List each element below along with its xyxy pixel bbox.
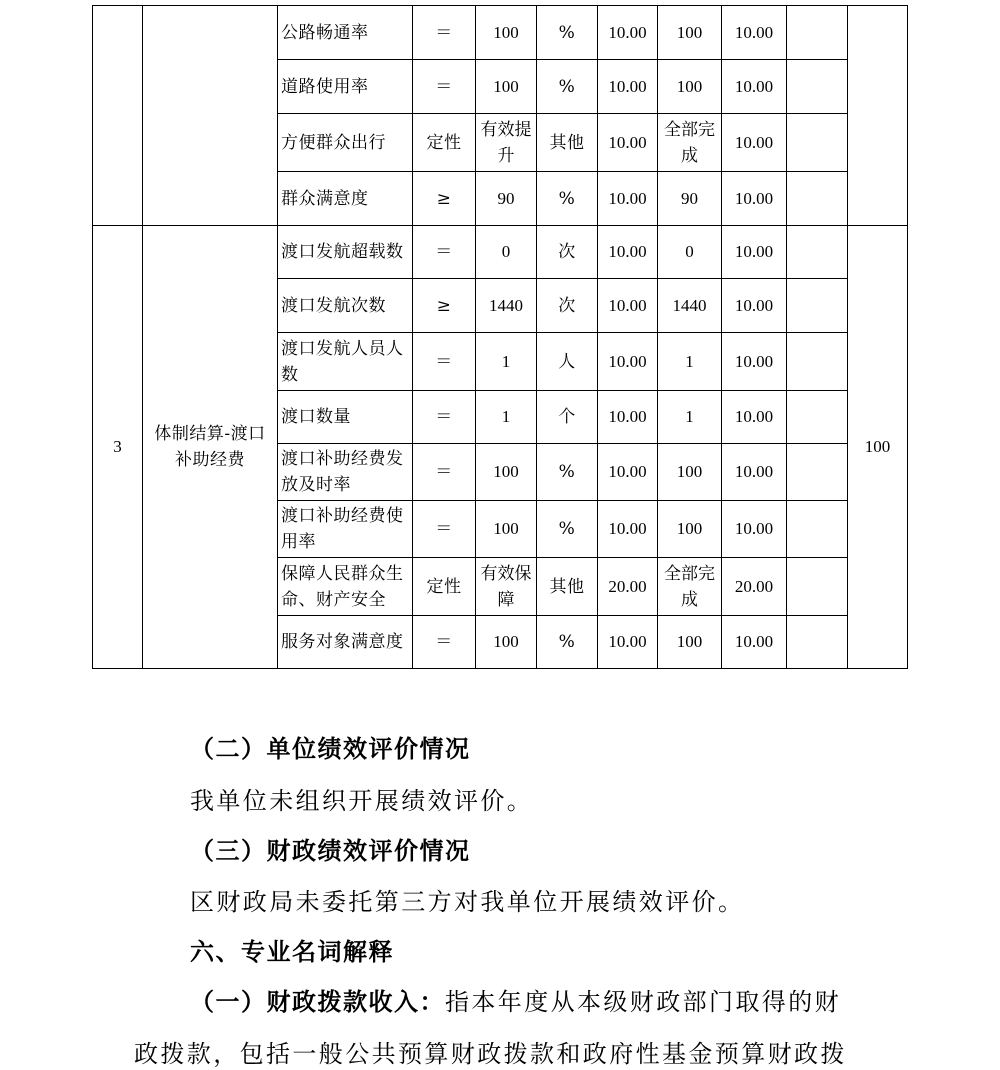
remark-cell bbox=[787, 391, 848, 444]
total-score-cell: 100 bbox=[848, 226, 908, 669]
target-value-cell: 100 bbox=[476, 60, 537, 114]
remark-cell bbox=[787, 333, 848, 391]
score-cell: 10.00 bbox=[722, 114, 787, 172]
actual-value-cell: 全部完成 bbox=[658, 558, 722, 616]
score-cell: 10.00 bbox=[722, 501, 787, 558]
score-cell: 10.00 bbox=[722, 444, 787, 501]
score-cell: 10.00 bbox=[722, 226, 787, 279]
unit-cell: % bbox=[537, 172, 598, 226]
weight-cell: 10.00 bbox=[598, 444, 658, 501]
unit-cell: 个 bbox=[537, 391, 598, 444]
remark-cell bbox=[787, 114, 848, 172]
operator-cell: ＝ bbox=[413, 444, 476, 501]
actual-value-cell: 1440 bbox=[658, 279, 722, 333]
actual-value-cell: 0 bbox=[658, 226, 722, 279]
weight-cell: 10.00 bbox=[598, 391, 658, 444]
weight-cell: 10.00 bbox=[598, 616, 658, 669]
unit-cell: % bbox=[537, 444, 598, 501]
indicator-cell: 渡口发航人员人数 bbox=[278, 333, 413, 391]
target-value-cell: 0 bbox=[476, 226, 537, 279]
target-value-cell: 100 bbox=[476, 444, 537, 501]
score-cell: 10.00 bbox=[722, 391, 787, 444]
definition-text: 指本年度从本级财政部门取得的财 bbox=[445, 988, 841, 1016]
definition-term: （一）财政拨款收入： bbox=[190, 988, 445, 1016]
weight-cell: 10.00 bbox=[598, 501, 658, 558]
unit-cell: % bbox=[537, 6, 598, 60]
indicator-cell: 方便群众出行 bbox=[278, 114, 413, 172]
actual-value-cell: 1 bbox=[658, 391, 722, 444]
operator-cell: ＝ bbox=[413, 616, 476, 669]
operator-cell: ＝ bbox=[413, 60, 476, 114]
operator-cell: ＝ bbox=[413, 333, 476, 391]
project-name-cell: 体制结算-渡口补助经费 bbox=[143, 226, 278, 669]
unit-cell: 其他 bbox=[537, 558, 598, 616]
score-cell: 20.00 bbox=[722, 558, 787, 616]
target-value-cell: 90 bbox=[476, 172, 537, 226]
operator-cell: ＝ bbox=[413, 501, 476, 558]
score-cell: 10.00 bbox=[722, 6, 787, 60]
weight-cell: 10.00 bbox=[598, 279, 658, 333]
target-value-cell: 有效提升 bbox=[476, 114, 537, 172]
remark-cell bbox=[787, 444, 848, 501]
target-value-cell: 1 bbox=[476, 391, 537, 444]
unit-cell: 次 bbox=[537, 226, 598, 279]
performance-indicator-table bbox=[92, 5, 908, 669]
remark-cell bbox=[787, 279, 848, 333]
indicator-cell: 服务对象满意度 bbox=[278, 616, 413, 669]
remark-cell bbox=[787, 558, 848, 616]
weight-cell: 10.00 bbox=[598, 114, 658, 172]
unit-cell: 人 bbox=[537, 333, 598, 391]
unit-cell: % bbox=[537, 616, 598, 669]
indicator-cell: 渡口发航超载数 bbox=[278, 226, 413, 279]
actual-value-cell: 1 bbox=[658, 333, 722, 391]
weight-cell: 10.00 bbox=[598, 333, 658, 391]
score-cell: 10.00 bbox=[722, 616, 787, 669]
target-value-cell: 100 bbox=[476, 6, 537, 60]
weight-cell: 20.00 bbox=[598, 558, 658, 616]
target-value-cell: 1440 bbox=[476, 279, 537, 333]
table-row bbox=[93, 6, 908, 60]
operator-cell: ≥ bbox=[413, 279, 476, 333]
target-value-cell: 100 bbox=[476, 501, 537, 558]
definition-paragraph-line-1 bbox=[190, 986, 841, 1018]
remark-cell bbox=[787, 226, 848, 279]
indicator-cell: 渡口数量 bbox=[278, 391, 413, 444]
project-name-cell bbox=[143, 6, 278, 226]
unit-cell: 其他 bbox=[537, 114, 598, 172]
section-finance-evaluation-text: 区财政局未委托第三方对我单位开展绩效评价。 bbox=[190, 888, 745, 916]
indicator-cell: 渡口补助经费使用率 bbox=[278, 501, 413, 558]
actual-value-cell: 100 bbox=[658, 6, 722, 60]
actual-value-cell: 100 bbox=[658, 60, 722, 114]
operator-cell: ＝ bbox=[413, 391, 476, 444]
weight-cell: 10.00 bbox=[598, 6, 658, 60]
indicator-cell: 渡口发航次数 bbox=[278, 279, 413, 333]
operator-cell: ＝ bbox=[413, 6, 476, 60]
score-cell: 10.00 bbox=[722, 333, 787, 391]
unit-cell: % bbox=[537, 60, 598, 114]
operator-cell: ＝ bbox=[413, 226, 476, 279]
remark-cell bbox=[787, 6, 848, 60]
operator-cell: 定性 bbox=[413, 114, 476, 172]
actual-value-cell: 100 bbox=[658, 616, 722, 669]
indicator-cell: 群众满意度 bbox=[278, 172, 413, 226]
target-value-cell: 有效保障 bbox=[476, 558, 537, 616]
index-cell: 3 bbox=[93, 226, 143, 669]
weight-cell: 10.00 bbox=[598, 172, 658, 226]
indicator-cell: 道路使用率 bbox=[278, 60, 413, 114]
total-score-cell bbox=[848, 6, 908, 226]
unit-cell: % bbox=[537, 501, 598, 558]
score-cell: 10.00 bbox=[722, 172, 787, 226]
indicator-cell: 保障人民群众生命、财产安全 bbox=[278, 558, 413, 616]
indicator-cell: 渡口补助经费发放及时率 bbox=[278, 444, 413, 501]
index-cell bbox=[93, 6, 143, 226]
unit-cell: 次 bbox=[537, 279, 598, 333]
actual-value-cell: 全部完成 bbox=[658, 114, 722, 172]
operator-cell: 定性 bbox=[413, 558, 476, 616]
actual-value-cell: 90 bbox=[658, 172, 722, 226]
target-value-cell: 1 bbox=[476, 333, 537, 391]
remark-cell bbox=[787, 172, 848, 226]
section-unit-evaluation-text: 我单位未组织开展绩效评价。 bbox=[190, 787, 534, 815]
remark-cell bbox=[787, 501, 848, 558]
indicator-cell: 公路畅通率 bbox=[278, 6, 413, 60]
score-cell: 10.00 bbox=[722, 60, 787, 114]
section-finance-evaluation-heading: （三）财政绩效评价情况 bbox=[190, 837, 471, 865]
section-unit-evaluation-heading: （二）单位绩效评价情况 bbox=[190, 735, 471, 763]
weight-cell: 10.00 bbox=[598, 60, 658, 114]
definition-paragraph-line-2: 政拨款，包括一般公共预算财政拨款和政府性基金预算财政拨 bbox=[134, 1040, 847, 1068]
section-six-heading: 六、专业名词解释 bbox=[190, 938, 394, 966]
table-row bbox=[93, 226, 908, 279]
operator-cell: ≥ bbox=[413, 172, 476, 226]
actual-value-cell: 100 bbox=[658, 444, 722, 501]
weight-cell: 10.00 bbox=[598, 226, 658, 279]
remark-cell bbox=[787, 60, 848, 114]
score-cell: 10.00 bbox=[722, 279, 787, 333]
actual-value-cell: 100 bbox=[658, 501, 722, 558]
target-value-cell: 100 bbox=[476, 616, 537, 669]
remark-cell bbox=[787, 616, 848, 669]
